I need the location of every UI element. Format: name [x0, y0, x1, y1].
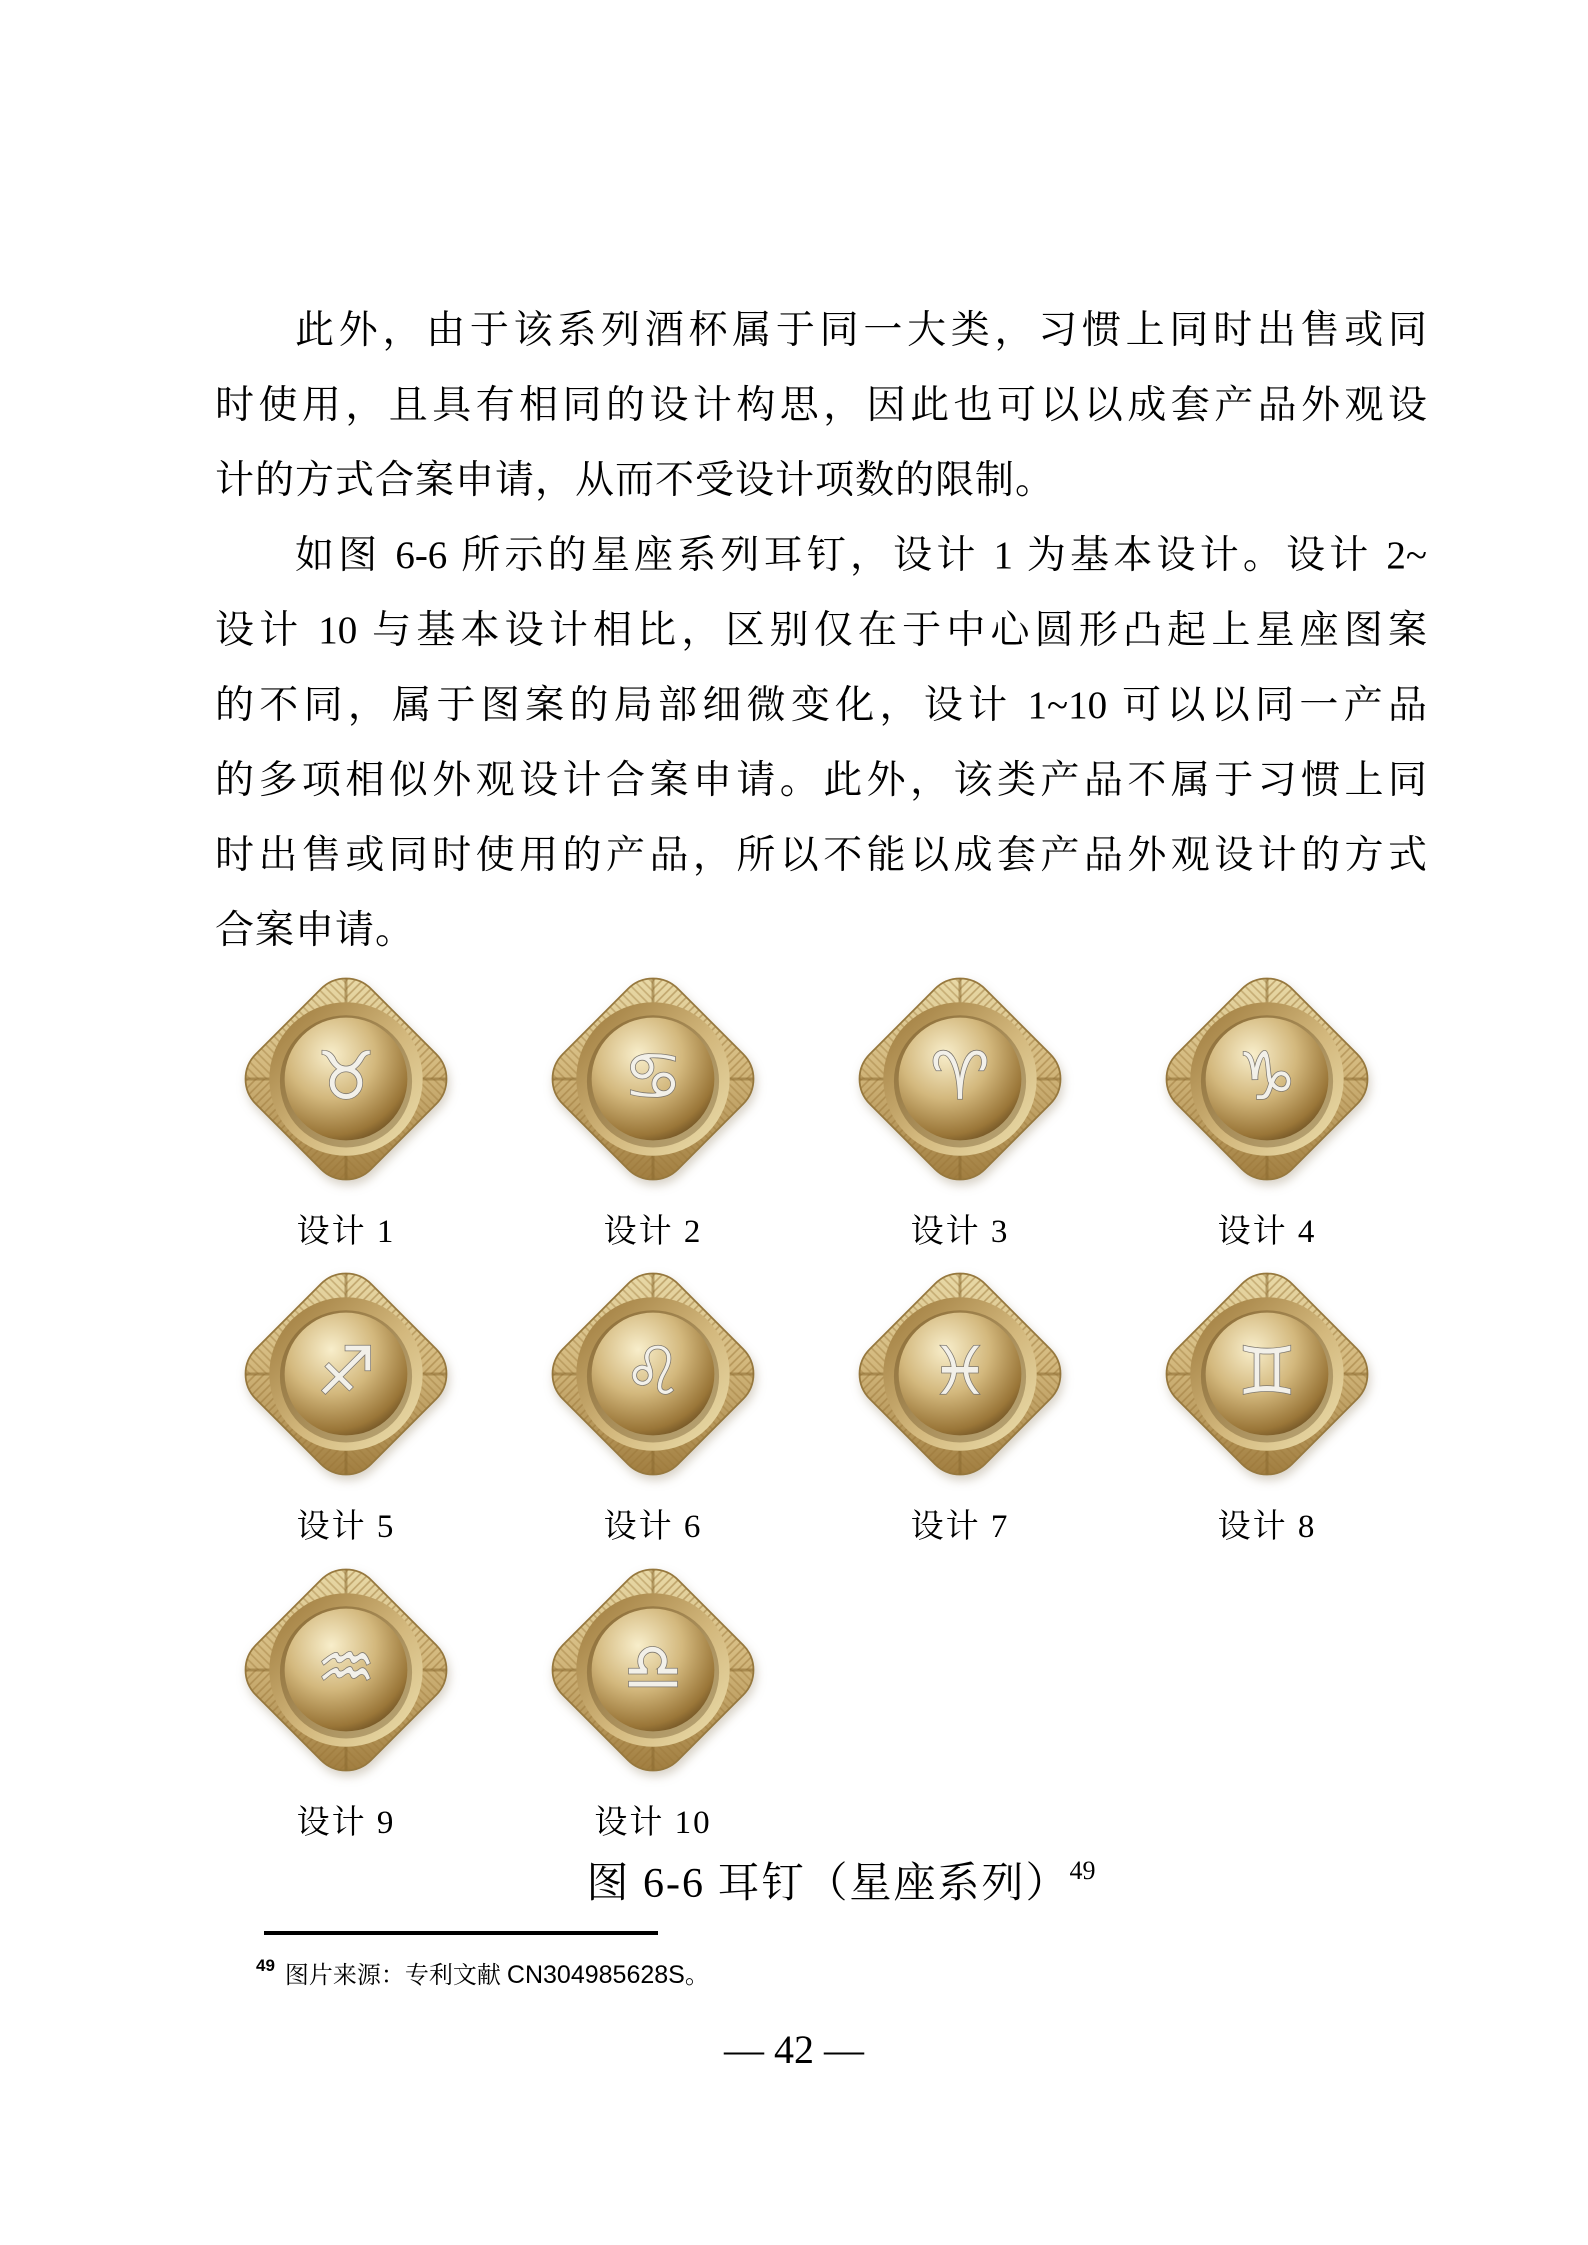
design-figure-cell: [535, 961, 771, 1252]
footnote-patent-number: CN304985628S。: [506, 1961, 710, 1989]
design-figure-cell: [842, 1256, 1078, 1547]
design-figure-cell: [1149, 961, 1385, 1252]
earring-image: [842, 961, 1078, 1197]
body-text-line: 时出售或同时使用的产品，所以不能以成套产品外观设计的方式: [215, 834, 1427, 877]
zodiac-symbol: ♎: [623, 1629, 683, 1707]
earring-image: [228, 1256, 464, 1492]
design-figure-cell: [535, 1256, 771, 1547]
design-figure-cell: [228, 961, 464, 1252]
design-caption: 设计 9: [296, 1805, 396, 1841]
body-text-line: 合案申请。: [215, 909, 416, 952]
footnote-separator: [264, 1931, 658, 1935]
figure-caption-text: 图 6-6 耳钉（星座系列）: [586, 1861, 1070, 1907]
earring-image: [535, 961, 771, 1197]
design-figure-cell: [842, 961, 1078, 1252]
design-figure-cell: [535, 1552, 771, 1843]
zodiac-symbol: ♊: [1237, 1333, 1297, 1411]
footnote-source-label: 图片来源：专利文献: [284, 1963, 501, 1989]
zodiac-symbol: ♋: [623, 1038, 683, 1116]
zodiac-symbol: ♓: [930, 1333, 990, 1411]
design-figure-cell: [228, 1256, 464, 1547]
body-text-line: 此外，由于该系列酒杯属于同一大类，习惯上同时出售或同: [295, 309, 1427, 352]
design-caption: 设计 10: [594, 1805, 712, 1841]
earring-image: [228, 1552, 464, 1788]
design-caption: 设计 6: [603, 1509, 703, 1545]
footnote-ref: 49: [256, 1956, 275, 1975]
zodiac-symbol: ♒: [316, 1629, 376, 1707]
body-text-line: 时使用，且具有相同的设计构思，因此也可以以成套产品外观设: [215, 384, 1427, 427]
footnote: [256, 1946, 710, 1996]
zodiac-symbol: ♉: [316, 1038, 376, 1116]
design-figure-cell: [1149, 1256, 1385, 1547]
earring-image: [535, 1256, 771, 1492]
earring-image: [535, 1552, 771, 1788]
body-text-line: 的不同，属于图案的局部细微变化，设计 1~10 可以以同一产品: [215, 684, 1427, 727]
design-caption: 设计 8: [1217, 1509, 1317, 1545]
zodiac-symbol: ♐: [316, 1333, 376, 1411]
earring-image: [1149, 961, 1385, 1197]
design-caption: 设计 4: [1217, 1214, 1317, 1250]
body-text-line: 设计 10 与基本设计相比，区别仅在于中心圆形凸起上星座图案: [215, 609, 1427, 652]
earring-image: [842, 1256, 1078, 1492]
body-text-line: 计的方式合案申请，从而不受设计项数的限制。: [215, 459, 1056, 502]
design-caption: 设计 3: [910, 1214, 1010, 1250]
zodiac-symbol: ♑: [1237, 1038, 1297, 1116]
earring-image: [1149, 1256, 1385, 1492]
body-text-line: 的多项相似外观设计合案申请。此外，该类产品不属于习惯上同: [215, 759, 1427, 802]
figure-caption-footnote-ref: 49: [1069, 1856, 1096, 1885]
zodiac-symbol: ♈: [930, 1038, 990, 1116]
design-caption: 设计 5: [296, 1509, 396, 1545]
zodiac-symbol: ♌: [623, 1333, 683, 1411]
figure-caption: [215, 1850, 1427, 1910]
page-number: — 42 —: [724, 2027, 864, 2072]
earring-image: [228, 961, 464, 1197]
body-text-line: 如图 6-6 所示的星座系列耳钉，设计 1 为基本设计。设计 2~: [295, 534, 1427, 577]
design-figure-cell: [228, 1552, 464, 1843]
design-caption: 设计 7: [910, 1509, 1010, 1545]
design-caption: 设计 1: [296, 1214, 396, 1250]
design-caption: 设计 2: [603, 1214, 703, 1250]
